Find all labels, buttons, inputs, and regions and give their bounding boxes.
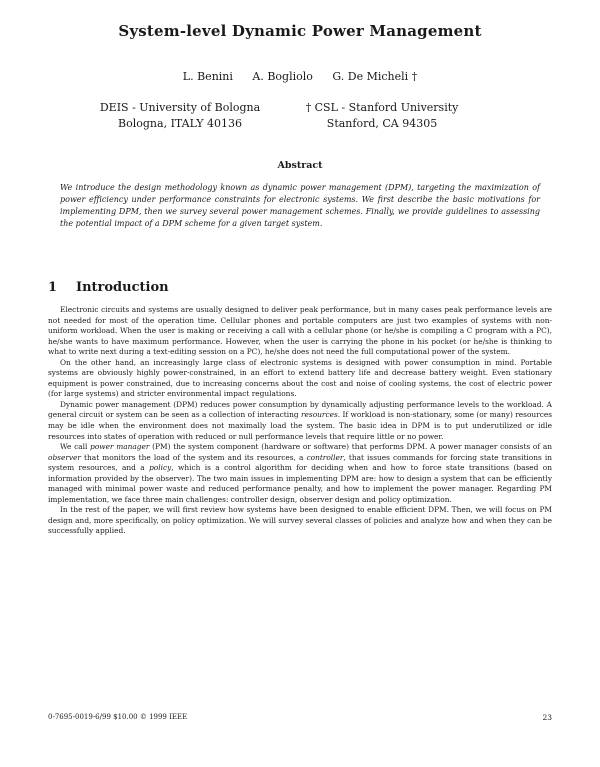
author-list: [0, 70, 600, 83]
text-run: . If workload is non-stationary, some (or many) resources may be idle when the environment does not maximally load the system. The basic idea in DPM is to put underutilized or idle resources into states of operation with reduced or null performance levels that require little or no power.: [48, 410, 553, 441]
text-run: that monitors the load of the system and its resources, a: [80, 452, 307, 462]
section-heading: [48, 280, 169, 295]
paragraph: [48, 442, 552, 505]
section-title: Introduction: [76, 280, 169, 295]
page-number: 23: [542, 713, 552, 722]
affiliation-stanford: [282, 100, 482, 132]
affiliation-line: Bologna, ITALY 40136: [118, 117, 242, 130]
paragraph: On the other hand, an increasingly large class of electronic systems is designed with power consumption in mind. Portable systems are obviously highly power-constrained, in an effort to extend battery life and decrease battery weight. Even stationary equipment is power constrained, due to increasing concerns about the cost and noise of cooling systems, the cost of electric power (for large systems) and stricter environmental impact regulations.: [48, 357, 552, 399]
affiliation-line: Stanford, CA 94305: [326, 117, 438, 130]
text-run: Dynamic power management (DPM) reduces power consumption by dynamically adjusting performance levels to the workload. A general circuit or system can be seen as a collection of interacting: [48, 399, 552, 420]
emphasis: controller: [306, 452, 344, 462]
emphasis: resources: [301, 410, 338, 420]
author-demicheli: G. De Micheli †: [332, 70, 418, 83]
paragraph: [48, 400, 552, 442]
author-benini: L. Benini: [182, 70, 233, 83]
text-run: , that issues commands for forcing state transitions in system resources, and a: [48, 452, 553, 473]
paper-title: System-level Dynamic Power Management: [118, 22, 482, 40]
text-run: We call: [60, 442, 91, 452]
section-body: [48, 305, 552, 537]
emphasis: observer: [48, 452, 81, 462]
affiliation-bologna: [80, 100, 280, 132]
abstract-heading: Abstract: [277, 160, 323, 171]
text-run: , which is a control algorithm for deciding when and how to force state transitions (based on information provided by the observer). The two main issues in implementing DPM are: how to design a system that can be efficiently managed with minimal power waste and reduced performance penalty, and how to implement the power manager. Regarding PM implementation, we face three main challenges: controller design, observer design and policy optimization.: [48, 463, 552, 504]
footer-copyright: 0-7695-0019-6/99 $10.00 © 1999 IEEE: [48, 713, 188, 721]
affiliation-line: DEIS - University of Bologna: [99, 101, 261, 114]
emphasis: power manager: [90, 442, 150, 452]
paragraph: Electronic circuits and systems are usually designed to deliver peak performance, but in many cases peak performance levels are not needed for most of the operation time. Cellular phones and portable computers are just two examples of systems with non-uniform workload. When the user is making or receiving a call with a cellular phone (or he/she is compiling a C program with a PC), he/she wants to have maximum performance. However, when the user is carrying the phone in his pocket (or he/she is thinking to what to write next during a text-editing session on a PC), he/she does not need the full computational power of the system.: [48, 305, 552, 357]
affiliation-line: † CSL - Stanford University: [305, 101, 459, 114]
paragraph: In the rest of the paper, we will first review how systems have been designed to enable efficient DPM. Then, we will focus on PM design and, more specifically, on policy optimization. We will survey several classes of policies and analyze how and when they can be successfully applied.: [48, 505, 552, 536]
emphasis: policy: [149, 463, 172, 473]
abstract-text: We introduce the design methodology known as dynamic power management (DPM), targeting the maximization of power efficiency under performance constraints for electronic systems. We first describe the basic motivations for implementing DPM, then we survey several power management schemes. Finally, we provide guidelines to assessing the potential impact of a DPM scheme for a given target system.: [60, 183, 540, 228]
text-run: (PM) the system component (hardware or software) that performs DPM. A power manager consists of an: [149, 442, 553, 452]
section-number: 1: [48, 280, 58, 295]
author-bogliolo: A. Bogliolo: [252, 70, 313, 83]
